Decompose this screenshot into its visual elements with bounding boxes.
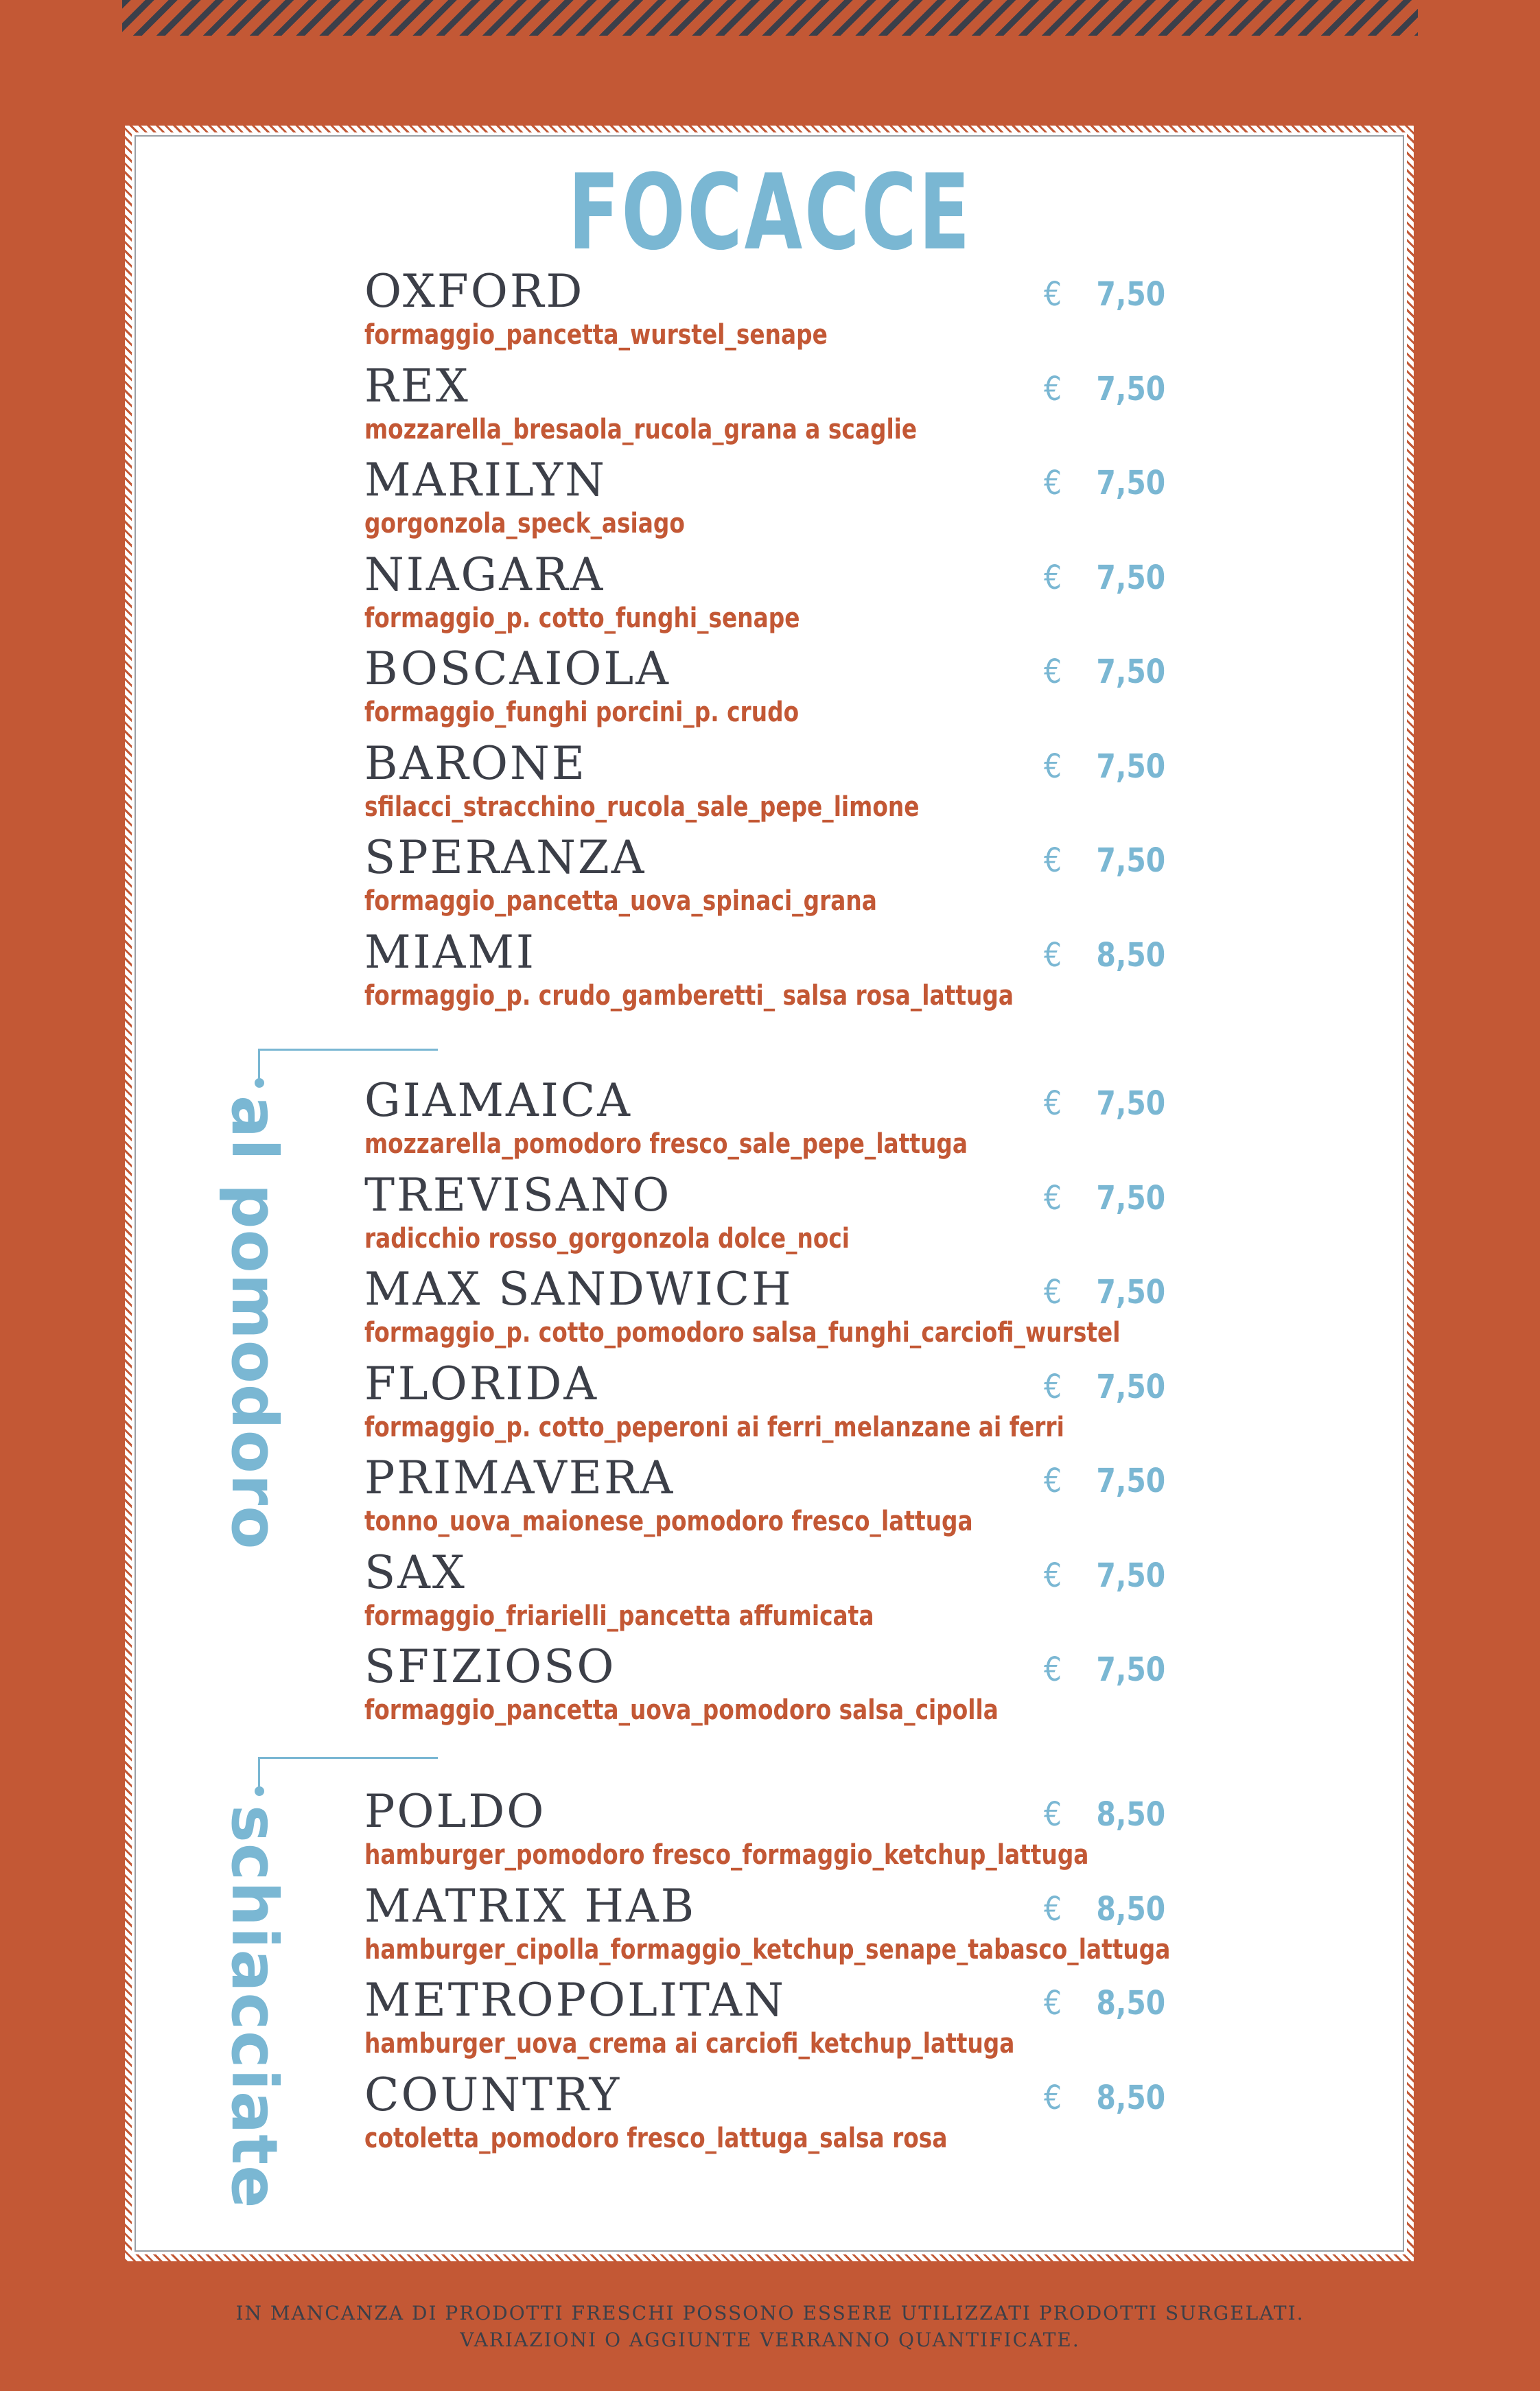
item-ingredients: formaggio_pancetta_wurstel_senape [364, 319, 828, 351]
item-price [1044, 1272, 1165, 1313]
footer-note-line-2: VARIAZIONI O AGGIUNTE VERRANNO QUANTIFICATE. [460, 2329, 1080, 2351]
price-value: 7,50 [1096, 275, 1166, 314]
currency-symbol: € [1044, 1367, 1062, 1406]
currency-symbol: € [1044, 935, 1062, 975]
item-name: COUNTRY [364, 2068, 622, 2121]
menu-item [364, 925, 1215, 1014]
menu-item [364, 1073, 1215, 1163]
item-name: FLORIDA [364, 1357, 599, 1410]
item-ingredients: gorgonzola_speck_asiago [364, 508, 685, 539]
item-price [1044, 2077, 1165, 2119]
item-name: GIAMAICA [364, 1074, 632, 1127]
price-value: 7,50 [1096, 369, 1166, 408]
price-value: 8,50 [1096, 1984, 1166, 2022]
item-price [1044, 1794, 1165, 1835]
currency-symbol: € [1044, 841, 1062, 880]
item-ingredients: formaggio_friarielli_pancetta affumicata [364, 1600, 874, 1632]
currency-symbol: € [1044, 1984, 1062, 2022]
item-name: REX [364, 359, 470, 412]
currency-symbol: € [1044, 558, 1062, 597]
item-ingredients: sfilacci_stracchino_rucola_sale_pepe_limone [364, 791, 920, 823]
item-price [1044, 1649, 1165, 1690]
price-value: 7,50 [1096, 841, 1166, 880]
item-price [1044, 274, 1165, 315]
currency-symbol: € [1044, 747, 1062, 786]
menu-item [364, 2068, 1215, 2157]
menu-title: FOCACCE [568, 152, 972, 273]
item-name: NIAGARA [364, 548, 605, 601]
currency-symbol: € [1044, 275, 1062, 314]
menu-item [364, 1640, 1215, 1729]
footer-note-line-1: IN MANCANZA DI PRODOTTI FRESCHI POSSONO ESSERE UTILIZZATI PRODOTTI SURGELATI. [235, 2302, 1305, 2324]
item-name: MARILYN [364, 454, 607, 506]
price-value: 7,50 [1096, 1367, 1166, 1406]
section-label-schiacciate: schiacciate [218, 1805, 291, 2209]
item-ingredients: formaggio_pancetta_uova_spinaci_grana [364, 885, 877, 917]
item-price [1044, 1083, 1165, 1124]
menu-item [364, 264, 1215, 353]
price-value: 7,50 [1096, 1178, 1166, 1217]
item-name: TREVISANO [364, 1168, 672, 1222]
item-price [1044, 1366, 1165, 1408]
price-value: 7,50 [1096, 1084, 1166, 1123]
price-value: 7,50 [1096, 747, 1166, 786]
currency-symbol: € [1044, 1462, 1062, 1500]
menu-item [364, 1451, 1215, 1540]
item-ingredients: mozzarella_pomodoro fresco_sale_pepe_lattuga [364, 1128, 968, 1160]
item-name: POLDO [364, 1785, 546, 1838]
item-price [1044, 651, 1165, 692]
item-ingredients: formaggio_p. cotto_peperoni ai ferri_melanzane ai ferri [364, 1411, 1064, 1443]
item-price [1044, 1983, 1165, 2024]
price-value: 7,50 [1096, 1556, 1166, 1595]
currency-symbol: € [1044, 369, 1062, 408]
item-price [1044, 1555, 1165, 1596]
menu-item [364, 642, 1215, 731]
price-value: 7,50 [1096, 464, 1166, 502]
menu-item [364, 1168, 1215, 1257]
item-ingredients: formaggio_p. crudo_gamberetti_ salsa rosa_lattuga [364, 979, 1014, 1012]
currency-symbol: € [1044, 2078, 1062, 2117]
item-price [1044, 1889, 1165, 1930]
item-name: SAX [364, 1546, 467, 1599]
item-ingredients: tonno_uova_maionese_pomodoro fresco_lattuga [364, 1506, 973, 1537]
item-name: MAX SANDWICH [364, 1263, 793, 1316]
item-ingredients: mozzarella_bresaola_rucola_grana a scaglie [364, 413, 918, 445]
item-price [1044, 840, 1165, 881]
menu-item [364, 359, 1215, 448]
item-ingredients: formaggio_pancetta_uova_pomodoro salsa_cipolla [364, 1694, 999, 1726]
menu-item [364, 1879, 1215, 1968]
price-value: 7,50 [1096, 558, 1166, 597]
menu-item [364, 1262, 1215, 1351]
item-price [1044, 746, 1165, 787]
currency-symbol: € [1044, 464, 1062, 502]
menu-item [364, 1546, 1215, 1635]
item-ingredients: formaggio_p. cotto_pomodoro salsa_funghi_carciofi_wurstel [364, 1317, 1121, 1349]
currency-symbol: € [1044, 1651, 1062, 1689]
item-ingredients: hamburger_uova_crema ai carciofi_ketchup_lattuga [364, 2028, 1015, 2060]
item-name: SPERANZA [364, 831, 646, 884]
price-value: 8,50 [1096, 2078, 1166, 2117]
currency-symbol: € [1044, 1178, 1062, 1217]
item-ingredients: formaggio_funghi porcini_p. crudo [364, 697, 800, 728]
menu-item [364, 453, 1215, 542]
item-name: BARONE [364, 736, 587, 790]
currency-symbol: € [1044, 653, 1062, 691]
item-name: METROPOLITAN [364, 1974, 786, 2027]
item-ingredients: cotoletta_pomodoro fresco_lattuga_salsa rosa [364, 2122, 948, 2154]
price-value: 8,50 [1096, 1889, 1166, 1928]
currency-symbol: € [1044, 1795, 1062, 1834]
menu-item [364, 830, 1215, 920]
menu-item [364, 548, 1215, 637]
menu-item [364, 1973, 1215, 2062]
item-name: MIAMI [364, 925, 536, 979]
item-name: MATRIX HAB [364, 1879, 697, 1933]
currency-symbol: € [1044, 1889, 1062, 1928]
item-price [1044, 463, 1165, 504]
section-label-al-pomodoro: al pomodoro [218, 1095, 291, 1550]
menu-item [364, 1357, 1215, 1446]
item-ingredients: radicchio rosso_gorgonzola dolce_noci [364, 1222, 850, 1255]
price-value: 7,50 [1096, 1462, 1166, 1500]
item-name: OXFORD [364, 265, 585, 318]
item-price [1044, 1460, 1165, 1502]
item-price [1044, 557, 1165, 598]
item-ingredients: formaggio_p. cotto_funghi_senape [364, 602, 800, 634]
price-value: 8,50 [1096, 1795, 1166, 1834]
item-name: PRIMAVERA [364, 1451, 675, 1504]
currency-symbol: € [1044, 1556, 1062, 1595]
item-name: SFIZIOSO [364, 1640, 616, 1693]
price-value: 7,50 [1096, 1651, 1166, 1689]
price-value: 7,50 [1096, 653, 1166, 691]
currency-symbol: € [1044, 1273, 1062, 1311]
item-ingredients: hamburger_pomodoro fresco_formaggio_ketchup_lattuga [364, 1839, 1089, 1871]
item-ingredients: hamburger_cipolla_formaggio_ketchup_senape_tabasco_lattuga [364, 1933, 1171, 1966]
item-price [1044, 1178, 1165, 1219]
currency-symbol: € [1044, 1084, 1062, 1123]
menu-item [364, 1784, 1215, 1874]
item-price [1044, 935, 1165, 976]
price-value: 8,50 [1096, 935, 1166, 975]
item-price [1044, 369, 1165, 410]
item-name: BOSCAIOLA [364, 642, 670, 695]
price-value: 7,50 [1096, 1273, 1166, 1311]
menu-item [364, 736, 1215, 826]
